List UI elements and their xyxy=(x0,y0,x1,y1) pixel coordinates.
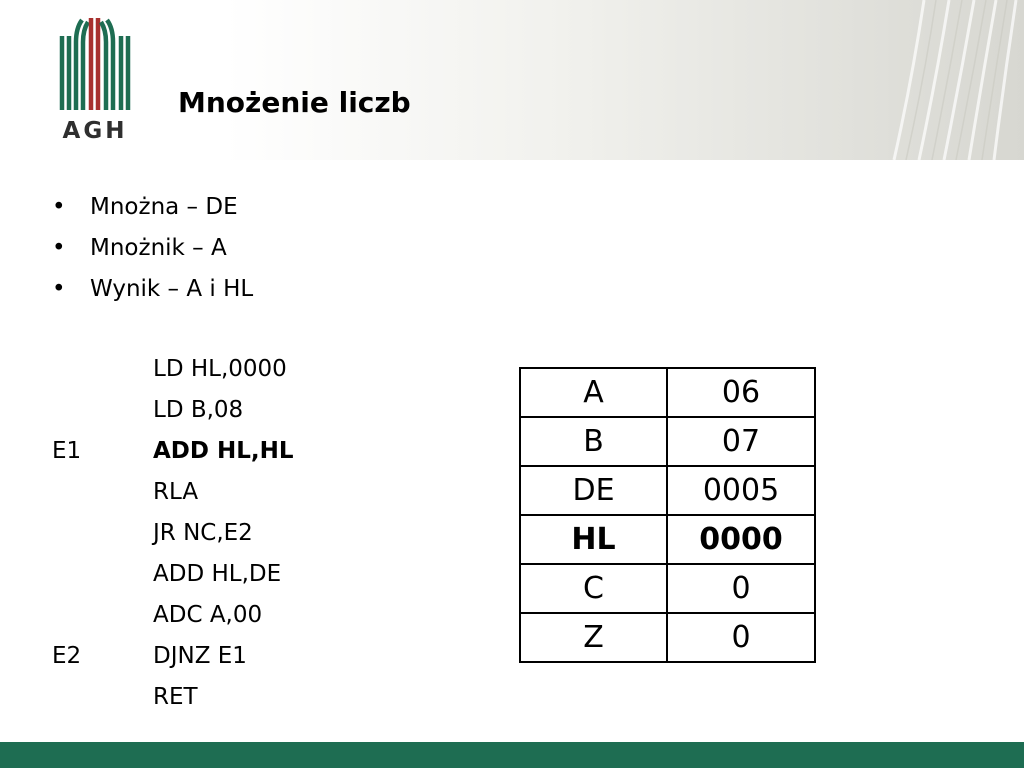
logo-text: AGH xyxy=(62,118,128,144)
bullet-icon: • xyxy=(52,194,66,220)
code-label: E1 xyxy=(52,438,82,464)
page-title: Mnożenie liczb xyxy=(178,86,411,119)
code-instruction: LD HL,0000 xyxy=(153,356,287,382)
bullet-item: • Wynik – A i HL xyxy=(52,270,253,311)
register-row xyxy=(520,564,815,613)
register-name: HL xyxy=(520,515,667,564)
bullet-item: • Mnożna – DE xyxy=(52,188,253,229)
register-value: 06 xyxy=(667,368,815,417)
code-instruction: RET xyxy=(153,684,198,710)
register-name: DE xyxy=(520,466,667,515)
code-instruction: RLA xyxy=(153,479,199,505)
register-table xyxy=(519,367,816,663)
register-row xyxy=(520,466,815,515)
register-row xyxy=(520,368,815,417)
register-name: C xyxy=(520,564,667,613)
slide-header xyxy=(0,0,1024,160)
bullet-list xyxy=(52,188,253,311)
register-name: Z xyxy=(520,613,667,662)
decorative-lines xyxy=(724,0,1024,160)
register-row xyxy=(520,417,815,466)
bullet-icon: • xyxy=(52,235,66,261)
register-value: 07 xyxy=(667,417,815,466)
register-value: 0 xyxy=(667,564,815,613)
footer-bar xyxy=(0,742,1024,768)
code-instruction-current: ADD HL,HL xyxy=(153,438,294,464)
code-instruction: ADC A,00 xyxy=(153,602,263,628)
register-row-current xyxy=(520,515,815,564)
bullet-item: • Mnożnik – A xyxy=(52,229,253,270)
code-label: E2 xyxy=(52,643,82,669)
register-name: A xyxy=(520,368,667,417)
register-value: 0000 xyxy=(667,515,815,564)
code-instruction: JR NC,E2 xyxy=(153,520,253,546)
code-instruction: DJNZ E1 xyxy=(153,643,247,669)
code-instruction: ADD HL,DE xyxy=(153,561,282,587)
register-name: B xyxy=(520,417,667,466)
bullet-icon: • xyxy=(52,276,66,302)
code-instruction: LD B,08 xyxy=(153,397,244,423)
register-row xyxy=(520,613,815,662)
register-value: 0005 xyxy=(667,466,815,515)
register-value: 0 xyxy=(667,613,815,662)
